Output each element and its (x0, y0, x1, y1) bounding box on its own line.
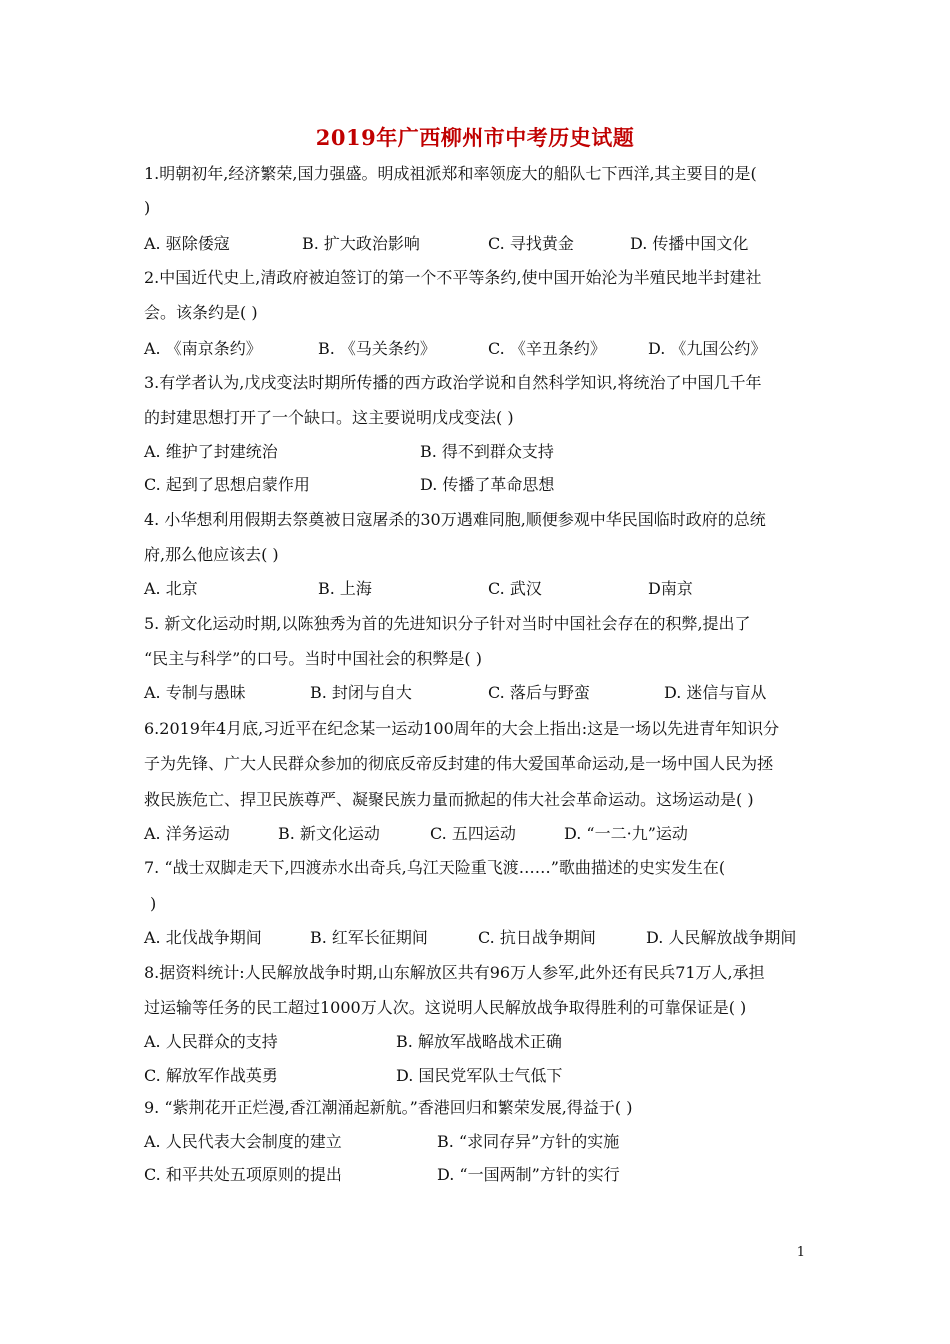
question-4-line-2: 府,那么他应该去( ) (144, 545, 279, 564)
question-2-option-b: B. 《马关条约》 (318, 339, 436, 358)
question-7-option-b: B. 红军长征期间 (310, 928, 428, 947)
question-7-line-2: ) (150, 894, 157, 913)
question-9-option-a: A. 人民代表大会制度的建立 (144, 1132, 342, 1151)
page-number: 1 (796, 1245, 805, 1260)
question-3-option-a: A. 维护了封建统治 (144, 442, 278, 461)
question-3-line-1: 3.有学者认为,戊戌变法时期所传播的西方政治学说和自然科学知识,将统治了中国几千年 (144, 373, 762, 392)
question-4-option-d: D南京 (648, 579, 693, 598)
question-6-option-a: A. 洋务运动 (144, 824, 230, 843)
question-7-option-a: A. 北伐战争期间 (144, 928, 262, 947)
question-8-option-b: B. 解放军战略战术正确 (396, 1032, 562, 1051)
question-5-line-1: 5. 新文化运动时期,以陈独秀为首的先进知识分子针对当时中国社会存在的积弊,提出了 (144, 614, 751, 633)
question-7-option-d: D. 人民解放战争期间 (646, 928, 797, 947)
question-3-line-2: 的封建思想打开了一个缺口。这主要说明戊戌变法( ) (144, 408, 514, 427)
question-9-option-b: B. “求同存异”方针的实施 (437, 1132, 620, 1151)
question-6-option-d: D. “一二·九”运动 (564, 824, 688, 843)
question-1-option-a: A. 驱除倭寇 (144, 234, 230, 253)
question-2-option-d: D. 《九国公约》 (648, 339, 767, 358)
question-8-line-1: 8.据资料统计:人民解放战争时期,山东解放区共有96万人参军,此外还有民兵71万人,承担 (144, 963, 765, 982)
question-4-option-c: C. 武汉 (488, 579, 542, 598)
question-1-option-d: D. 传播中国文化 (630, 234, 749, 253)
question-3-option-b: B. 得不到群众支持 (420, 442, 554, 461)
question-7-line-1: 7. “战士双脚走天下,四渡赤水出奇兵,乌江天险重飞渡……”歌曲描述的史实发生在( (144, 858, 726, 877)
question-4-line-1: 4. 小华想利用假期去祭奠被日寇屠杀的30万遇难同胞,顺便参观中华民国临时政府的总统 (144, 510, 766, 529)
question-6-line-2: 子为先锋、广大人民群众参加的彻底反帝反封建的伟大爱国革命运动,是一场中国人民为拯 (144, 754, 774, 773)
question-6-option-b: B. 新文化运动 (278, 824, 380, 843)
question-3-option-c: C. 起到了思想启蒙作用 (144, 475, 310, 494)
question-2-option-c: C. 《辛丑条约》 (488, 339, 606, 358)
question-6-option-c: C. 五四运动 (430, 824, 516, 843)
question-3-option-d: D. 传播了革命思想 (420, 475, 555, 494)
question-9-option-d: D. “一国两制”方针的实行 (437, 1165, 620, 1184)
question-8-option-c: C. 解放军作战英勇 (144, 1066, 278, 1085)
question-7-option-c: C. 抗日战争期间 (478, 928, 596, 947)
question-9-line-1: 9. “紫荆花开正烂漫,香江潮涌起新航。”香港回归和繁荣发展,得益于( ) (144, 1098, 633, 1117)
question-5-line-2: “民主与科学”的口号。当时中国社会的积弊是( ) (144, 649, 482, 668)
question-6-line-3: 救民族危亡、捍卫民族尊严、凝聚民族力量而掀起的伟大社会革命运动。这场运动是( ) (144, 790, 754, 809)
question-1-line-2: ) (144, 198, 151, 217)
question-4-option-a: A. 北京 (144, 579, 198, 598)
question-8-option-a: A. 人民群众的支持 (144, 1032, 278, 1051)
question-2-line-1: 2.中国近代史上,清政府被迫签订的第一个不平等条约,使中国开始沦为半殖民地半封建社 (144, 268, 762, 287)
question-1-option-c: C. 寻找黄金 (488, 234, 574, 253)
question-5-option-c: C. 落后与野蛮 (488, 683, 590, 702)
question-5-option-a: A. 专制与愚昧 (144, 683, 246, 702)
question-9-option-c: C. 和平共处五项原则的提出 (144, 1165, 342, 1184)
question-2-line-2: 会。该条约是( ) (144, 303, 258, 322)
question-1-option-b: B. 扩大政治影响 (302, 234, 420, 253)
question-4-option-b: B. 上海 (318, 579, 372, 598)
question-5-option-d: D. 迷信与盲从 (664, 683, 767, 702)
question-8-line-2: 过运输等任务的民工超过1000万人次。这说明人民解放战争取得胜利的可靠保证是( ) (144, 998, 747, 1017)
question-8-option-d: D. 国民党军队士气低下 (396, 1066, 563, 1085)
question-6-line-1: 6.2019年4月底,习近平在纪念某一运动100周年的大会上指出:这是一场以先进青年知识分 (144, 719, 780, 738)
document-title: 2019年广西柳州市中考历史试题 (315, 125, 635, 150)
question-1-line-1: 1.明朝初年,经济繁荣,国力强盛。明成祖派郑和率领庞大的船队七下西洋,其主要目的是( (144, 164, 757, 183)
question-2-option-a: A. 《南京条约》 (144, 339, 262, 358)
question-5-option-b: B. 封闭与自大 (310, 683, 412, 702)
